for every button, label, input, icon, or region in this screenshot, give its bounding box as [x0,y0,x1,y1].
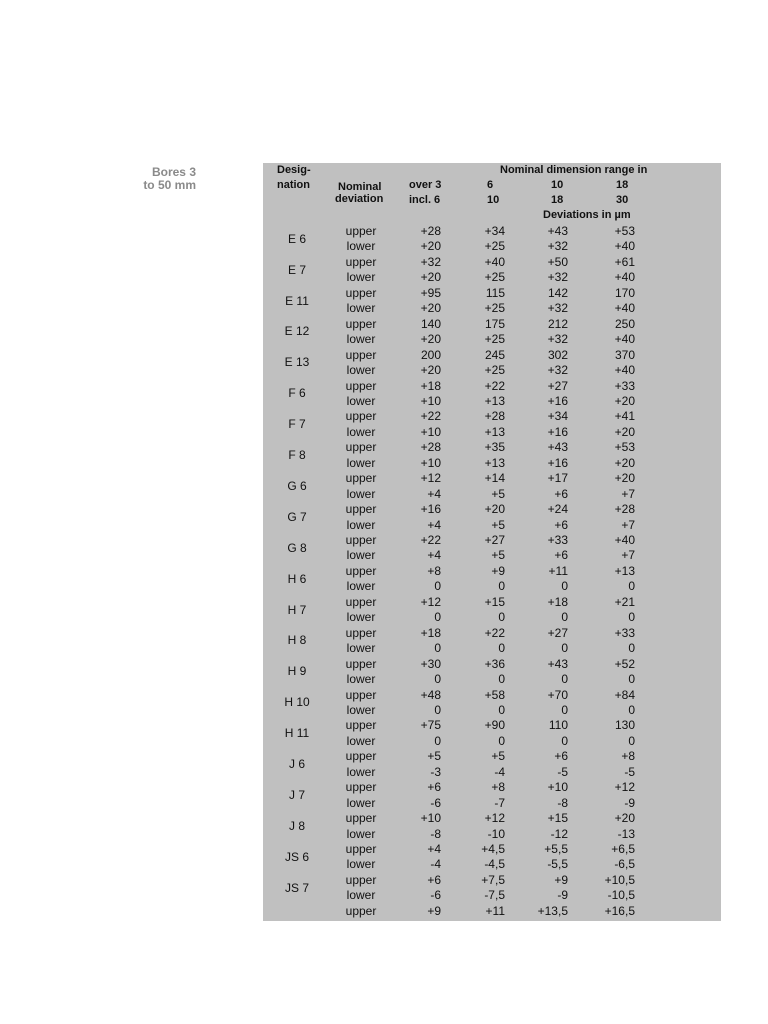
value-cell: +9 [491,563,505,578]
value-cell: +33 [614,625,635,640]
value-cell: -6,5 [614,857,635,872]
deviation-label-upper: upper [345,347,377,362]
value-cell: -4 [430,857,441,872]
value-cell: +9 [427,903,441,918]
designation-label: G 8 [287,540,307,555]
value-cell: +13 [484,424,505,439]
value-cell: +5 [427,749,441,764]
value-cell: +9 [554,872,568,887]
deviation-label-upper: upper [345,563,377,578]
value-cell: 0 [561,579,568,594]
designation-label: H 8 [287,633,307,648]
value-cell: +40 [614,239,635,254]
value-cell: +24 [547,502,568,517]
value-cell: +70 [547,687,568,702]
value-cell: -10 [487,826,505,841]
value-cell: +95 [420,285,441,300]
value-cell: +13 [614,563,635,578]
deviation-label-upper: upper [345,285,377,300]
range-header-top: 6 [487,179,494,191]
value-cell: +5 [491,548,505,563]
designation-label: H 11 [284,726,310,741]
value-cell: 130 [614,718,635,733]
deviation-label-upper: upper [345,842,377,856]
deviation-label-upper: upper [345,316,377,331]
value-cell: 0 [434,641,441,656]
range-header-top: 18 [616,179,629,191]
value-cell: 142 [547,285,568,300]
designation-label: H 6 [287,571,307,586]
value-cell: +16 [547,424,568,439]
value-cell: +30 [420,656,441,671]
value-cell: +10 [420,393,441,408]
value-cell: +43 [547,224,568,238]
designation-label: E 6 [287,231,306,246]
deviation-label-upper: upper [345,656,377,671]
deviation-label-upper: upper [345,378,377,393]
value-cell: 0 [498,579,505,594]
value-cell: +16,5 [604,903,635,918]
deviation-label-lower: lower [346,455,376,470]
section-title [120,166,196,192]
value-cell: +40 [614,363,635,378]
value-cell: +11 [485,903,505,918]
deviation-label-lower: lower [346,239,376,254]
value-cell: +43 [547,440,568,455]
value-cell: +40 [614,533,635,547]
designation-label: E 7 [287,262,306,277]
range-header-bottom: 30 [616,194,629,206]
value-cell: -5 [624,764,635,779]
value-cell: 0 [498,610,505,625]
value-cell: 200 [420,347,441,362]
designation-label: JS 6 [284,849,309,864]
value-cell: +40 [614,301,635,316]
value-cell: 0 [561,641,568,656]
range-header-top: over 3 [409,179,442,191]
value-cell: +8 [427,563,441,578]
deviation-label-upper: upper [345,471,377,486]
value-cell: +32 [547,301,568,316]
value-cell: +10 [420,424,441,439]
section-title-line2: to 50 mm [143,178,196,192]
value-cell: -7,5 [484,888,505,903]
range-header: Nominal dimension range in [500,164,648,176]
value-cell: +12 [484,811,505,826]
nominal-header-line2: deviation [335,193,384,205]
value-cell: +27 [484,533,505,547]
value-cell: +4 [427,842,441,856]
value-cell: -9 [557,888,568,903]
value-cell: +5 [491,486,505,501]
deviation-label-upper: upper [345,811,377,826]
value-cell: +28 [614,502,635,517]
value-cell: +20 [614,393,635,408]
deviation-label-upper: upper [345,224,377,238]
value-cell: +4 [427,517,441,532]
value-cell: +25 [484,363,505,378]
nominal-header-line1: Nominal [338,181,382,193]
value-cell: +6 [554,486,568,501]
deviation-label-lower: lower [346,548,376,563]
value-cell: +20 [420,239,441,254]
value-cell: +21 [614,594,635,609]
value-cell: -8 [557,795,568,810]
deviation-label-lower: lower [346,764,376,779]
value-cell: +5 [491,517,505,532]
value-cell: +28 [420,224,441,238]
value-cell: 0 [628,672,635,687]
deviation-label-upper: upper [345,254,377,269]
value-cell: +33 [614,378,635,393]
value-cell: -8 [430,826,441,841]
value-cell: 0 [561,610,568,625]
value-cell: +15 [547,811,568,826]
range-header-bottom: incl. 6 [409,194,441,206]
value-cell: +32 [547,239,568,254]
value-cell: +15 [484,594,505,609]
value-cell: +6 [554,749,568,764]
deviation-label-lower: lower [346,270,376,285]
deviation-label-lower: lower [346,301,376,316]
value-cell: +22 [484,625,505,640]
value-cell: +20 [614,471,635,486]
value-cell: 0 [434,733,441,748]
value-cell: +28 [420,440,441,455]
value-cell: +20 [484,502,505,517]
value-cell: +28 [484,409,505,424]
deviation-label-lower: lower [346,486,376,501]
value-cell: 0 [561,733,568,748]
value-cell: +40 [484,254,505,269]
section-title-line1: Bores 3 [151,165,196,179]
value-cell: 175 [484,316,505,331]
value-cell: +53 [614,440,635,455]
value-cell: +32 [547,270,568,285]
deviation-label-lower: lower [346,579,376,594]
value-cell: +4,5 [481,842,505,856]
value-cell: +18 [420,378,441,393]
value-cell: +20 [614,811,635,826]
designation-label: JS 7 [284,880,309,895]
value-cell: +40 [614,332,635,347]
value-cell: -6 [430,795,441,810]
value-cell: 0 [434,702,441,717]
designation-label: F 8 [288,448,306,463]
value-cell: +12 [420,471,441,486]
designation-label: G 7 [287,509,307,524]
range-header-top: 10 [551,179,564,191]
value-cell: +6,5 [611,842,635,856]
designation-label: G 6 [287,478,307,493]
value-cell: 212 [547,316,568,331]
designation-header-line2: nation [277,179,310,191]
value-cell: 115 [485,285,505,300]
value-cell: 110 [548,718,568,733]
deviation-label-lower: lower [346,795,376,810]
value-cell: +53 [614,224,635,238]
value-cell: +35 [484,440,505,455]
value-cell: +22 [420,533,441,547]
deviation-label-upper: upper [345,718,377,733]
value-cell: +6 [427,872,441,887]
value-cell: +6 [554,548,568,563]
designation-label: F 6 [288,386,306,401]
value-cell: 0 [628,733,635,748]
value-cell: -5,5 [547,857,568,872]
value-cell: +20 [420,363,441,378]
designation-label: H 10 [284,695,310,710]
value-cell: 0 [498,672,505,687]
value-cell: +33 [547,533,568,547]
deviation-label-upper: upper [345,409,377,424]
value-cell: +8 [491,780,505,795]
value-cell: +5,5 [544,842,568,856]
value-cell: +75 [420,718,441,733]
deviation-label-upper: upper [345,687,377,702]
value-cell: -9 [624,795,635,810]
value-cell: +32 [420,254,441,269]
value-cell: -6 [430,888,441,903]
value-cell: +25 [484,301,505,316]
value-cell: 0 [434,672,441,687]
value-cell: +32 [547,363,568,378]
designation-label: H 7 [287,602,307,617]
deviation-label-lower: lower [346,332,376,347]
value-cell: +10,5 [604,872,635,887]
value-cell: 0 [561,672,568,687]
deviation-label-lower: lower [346,424,376,439]
value-cell: +4 [427,486,441,501]
value-cell: +40 [614,270,635,285]
value-cell: 170 [614,285,635,300]
deviation-label-upper: upper [345,594,377,609]
designation-label: J 8 [288,818,305,833]
deviation-label-upper: upper [345,903,377,918]
value-cell: -3 [430,764,441,779]
value-cell: 0 [628,702,635,717]
value-cell: +7 [621,517,635,532]
value-cell: -12 [550,826,568,841]
value-cell: 245 [484,347,505,362]
value-cell: +16 [547,455,568,470]
value-cell: +18 [547,594,568,609]
designation-label: J 7 [288,787,305,802]
deviation-label-upper: upper [345,780,377,795]
value-cell: 0 [628,579,635,594]
value-cell: +11 [548,563,568,578]
deviation-label-lower: lower [346,702,376,717]
value-cell: +43 [547,656,568,671]
value-cell: +6 [427,780,441,795]
value-cell: +52 [614,656,635,671]
deviation-label-upper: upper [345,502,377,517]
value-cell: +12 [420,594,441,609]
value-cell: +14 [484,471,505,486]
value-cell: +7 [621,486,635,501]
value-cell: 0 [498,641,505,656]
deviation-label-upper: upper [345,872,377,887]
value-cell: +12 [614,780,635,795]
deviation-label-lower: lower [346,733,376,748]
deviation-label-upper: upper [345,440,377,455]
value-cell: +10 [420,811,441,826]
value-cell: 0 [434,579,441,594]
value-cell: 0 [498,733,505,748]
value-cell: +90 [484,718,505,733]
value-cell: 0 [628,641,635,656]
value-cell: +50 [547,254,568,269]
value-cell: +17 [547,471,568,486]
designation-label: E 12 [284,324,310,339]
value-cell: +20 [420,301,441,316]
designation-header-line1: Desig- [277,164,311,176]
deviation-label-lower: lower [346,888,376,903]
deviation-label-lower: lower [346,641,376,656]
value-cell: 370 [614,347,635,362]
designation-label: F 7 [288,417,306,432]
value-cell: 250 [614,316,635,331]
value-cell: +16 [420,502,441,517]
value-cell: +7,5 [481,872,505,887]
deviation-label-lower: lower [346,610,376,625]
value-cell: +16 [547,393,568,408]
value-cell: +58 [484,687,505,702]
value-cell: +20 [420,332,441,347]
value-cell: +48 [420,687,441,702]
value-cell: +84 [614,687,635,702]
value-cell: +41 [614,409,635,424]
value-cell: -13 [617,826,635,841]
range-header-bottom: 18 [551,194,564,206]
value-cell: +27 [547,625,568,640]
value-cell: +20 [420,270,441,285]
deviations-header: Deviations in µm [543,209,631,221]
value-cell: -4,5 [484,857,505,872]
value-cell: 0 [561,702,568,717]
designation-label: H 9 [287,664,307,679]
value-cell: -7 [494,795,505,810]
value-cell: +36 [484,656,505,671]
designation-label: E 13 [284,355,310,370]
deviation-label-upper: upper [345,749,377,764]
value-cell: 140 [420,316,441,331]
value-cell: +34 [484,224,505,238]
value-cell: +5 [491,749,505,764]
value-cell: +13,5 [537,903,568,918]
value-cell: +18 [420,625,441,640]
value-cell: +10 [420,455,441,470]
value-cell: +22 [420,409,441,424]
value-cell: +7 [621,548,635,563]
value-cell: +25 [484,239,505,254]
value-cell: -5 [557,764,568,779]
deviation-label-upper: upper [345,625,377,640]
value-cell: +61 [614,254,635,269]
range-header-bottom: 10 [487,194,500,206]
deviation-label-lower: lower [346,857,376,872]
deviation-label-lower: lower [346,672,376,687]
value-cell: +13 [484,455,505,470]
deviation-label-upper: upper [345,533,377,547]
value-cell: +25 [484,332,505,347]
deviation-label-lower: lower [346,517,376,532]
value-cell: 302 [547,347,568,362]
deviation-label-lower: lower [346,363,376,378]
value-cell: +20 [614,455,635,470]
value-cell: 0 [628,610,635,625]
value-cell: +20 [614,424,635,439]
value-cell: +13 [484,393,505,408]
value-cell: +6 [554,517,568,532]
value-cell: +34 [547,409,568,424]
value-cell: 0 [498,702,505,717]
value-cell: 0 [434,610,441,625]
value-cell: -10,5 [607,888,635,903]
deviation-label-lower: lower [346,393,376,408]
designation-label: J 6 [288,757,305,772]
value-cell: +32 [547,332,568,347]
value-cell: +10 [547,780,568,795]
value-cell: +25 [484,270,505,285]
value-cell: +8 [621,749,635,764]
value-cell: +4 [427,548,441,563]
designation-label: E 11 [285,293,309,308]
value-cell: -4 [494,764,505,779]
tolerance-table [263,163,721,921]
value-cell: +27 [547,378,568,393]
value-cell: +22 [484,378,505,393]
deviation-label-lower: lower [346,826,376,841]
